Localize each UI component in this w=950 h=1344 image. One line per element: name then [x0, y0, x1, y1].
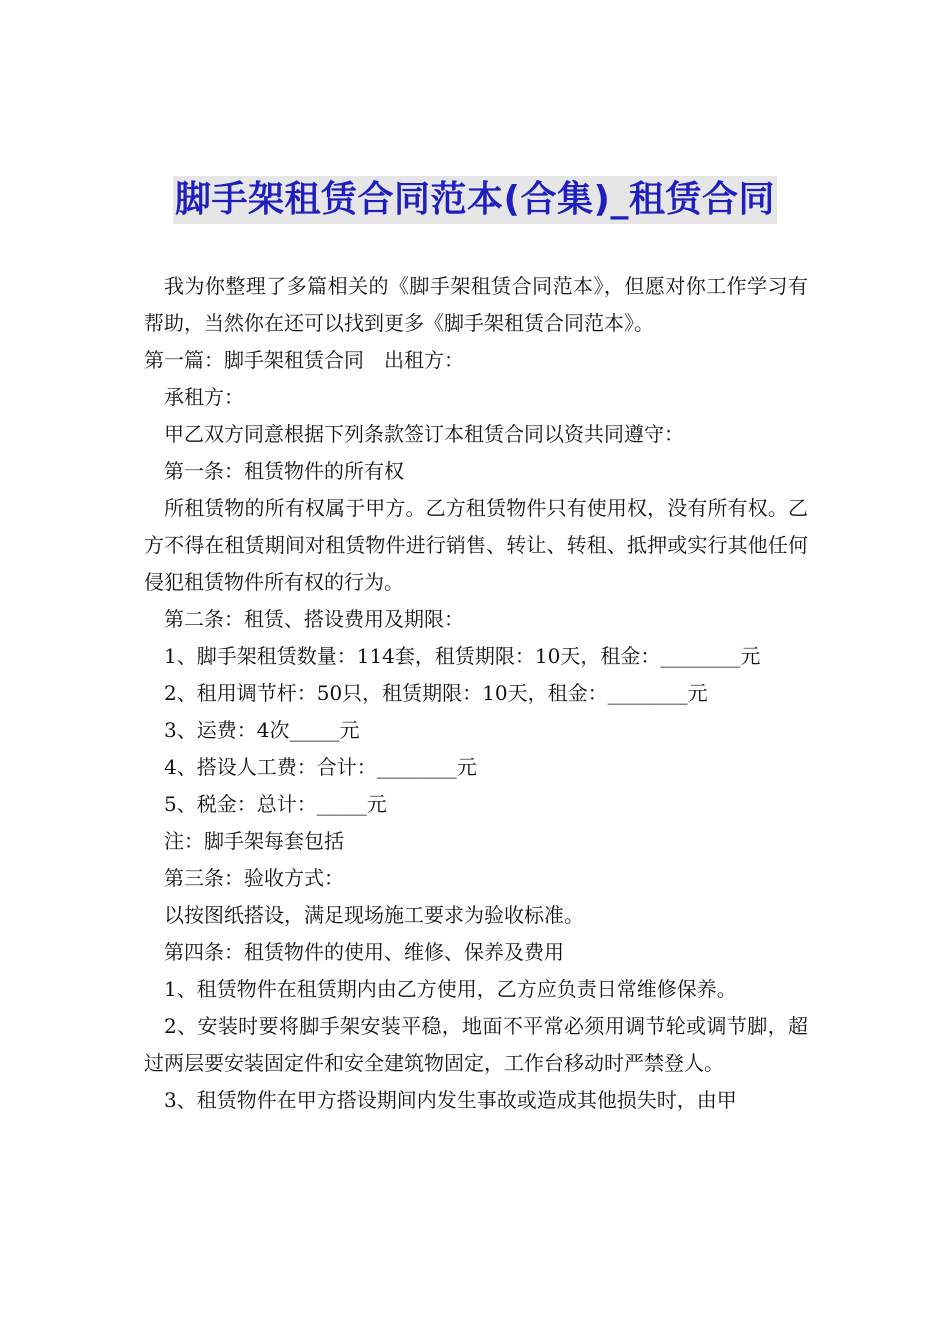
paragraph: 第三条：验收方式： [164, 866, 344, 890]
paragraph: 以按图纸搭设，满足现场施工要求为验收标准。 [164, 903, 584, 927]
paragraph: 1、脚手架租赁数量：114套，租赁期限：10天，租金：________元 [164, 644, 761, 668]
document-body [144, 268, 808, 1119]
paragraph: 第一条：租赁物件的所有权 [164, 459, 404, 483]
paragraph: 3、租赁物件在甲方搭设期间内发生事故或造成其他损失时，由甲 [164, 1088, 737, 1112]
paragraph: 所租赁物的所有权属于甲方。乙方租赁物件只有使用权，没有所有权。乙方不得在租赁期间对租赁物件进行销售、转让、转租、抵押或实行其他任何侵犯租赁物件所有权的行为。 [144, 496, 808, 594]
paragraph: 2、租用调节杆：50只，租赁期限：10天，租金：________元 [164, 681, 708, 705]
paragraph: 3、运费：4次_____元 [164, 718, 360, 742]
paragraph: 第四条：租赁物件的使用、维修、保养及费用 [164, 940, 564, 964]
document-title: 脚手架租赁合同范本(合集)_租赁合同 [173, 176, 777, 224]
title-container [0, 176, 950, 224]
paragraph: 1、租赁物件在租赁期内由乙方使用，乙方应负责日常维修保养。 [164, 977, 737, 1001]
paragraph: 我为你整理了多篇相关的《脚手架租赁合同范本》，但愿对你工作学习有帮助，当然你在还可以找到更多《脚手架租赁合同范本》。 [144, 274, 808, 335]
paragraph: 2、安装时要将脚手架安装平稳，地面不平常必须用调节轮或调节脚，超过两层要安装固定件和安全建筑物固定，工作台移动时严禁登人。 [144, 1014, 808, 1075]
paragraph: 4、搭设人工费：合计：________元 [164, 755, 477, 779]
paragraph: 承租方： [164, 385, 244, 409]
paragraph: 注：脚手架每套包括 [164, 829, 344, 853]
paragraph: 5、税金：总计：_____元 [164, 792, 387, 816]
paragraph: 第一篇：脚手架租赁合同 出租方： [144, 348, 464, 372]
paragraph: 甲乙双方同意根据下列条款签订本租赁合同以资共同遵守： [164, 422, 684, 446]
paragraph: 第二条：租赁、搭设费用及期限： [164, 607, 464, 631]
